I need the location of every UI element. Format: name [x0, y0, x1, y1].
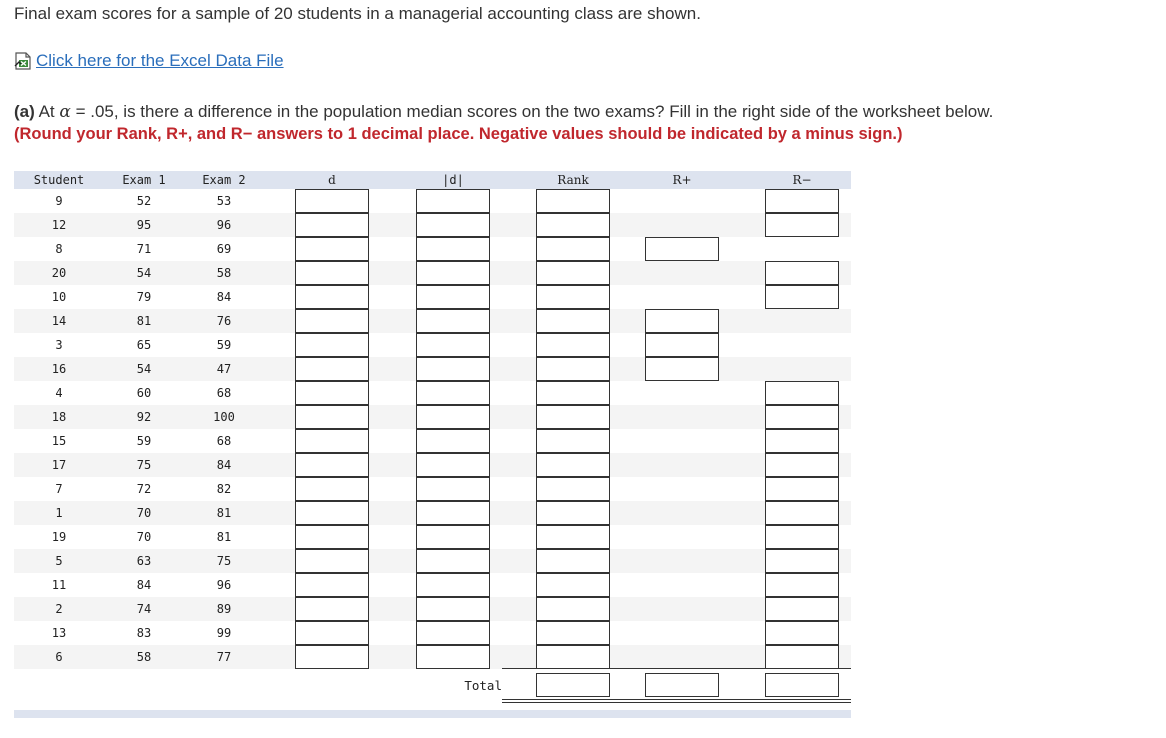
- header-r-plus: R+: [672, 173, 692, 187]
- cell-exam2: 58: [216, 266, 232, 280]
- alpha-symbol: α: [59, 102, 71, 122]
- total-top-rule: [502, 668, 851, 669]
- rank-input[interactable]: [536, 549, 610, 573]
- abs-d-input[interactable]: [416, 357, 490, 381]
- r-minus-input[interactable]: [765, 285, 839, 309]
- d-input[interactable]: [295, 237, 369, 261]
- d-input[interactable]: [295, 357, 369, 381]
- rank-input[interactable]: [536, 405, 610, 429]
- header-rank: Rank: [557, 173, 589, 187]
- cell-exam1: 84: [136, 578, 152, 592]
- cell-exam1: 92: [136, 410, 152, 424]
- rank-input[interactable]: [536, 453, 610, 477]
- cell-exam2: 89: [216, 602, 232, 616]
- cell-exam2: 99: [216, 626, 232, 640]
- abs-d-input[interactable]: [416, 501, 490, 525]
- intro-text: Final exam scores for a sample of 20 students in a managerial accounting class are shown.: [14, 4, 701, 23]
- abs-d-input[interactable]: [416, 621, 490, 645]
- cell-student: 18: [51, 410, 67, 424]
- rank-input[interactable]: [536, 429, 610, 453]
- r-minus-input[interactable]: [765, 213, 839, 237]
- total-label: Total: [464, 678, 502, 693]
- cell-exam1: 71: [136, 242, 152, 256]
- cell-exam1: 70: [136, 530, 152, 544]
- rank-input[interactable]: [536, 621, 610, 645]
- cell-exam2: 53: [216, 194, 232, 208]
- r-minus-input[interactable]: [765, 261, 839, 285]
- table-row: [14, 477, 851, 501]
- table-row: [14, 261, 851, 285]
- d-input[interactable]: [295, 381, 369, 405]
- total-double-rule-2: [502, 702, 851, 703]
- cell-exam2: 84: [216, 458, 232, 472]
- total-double-rule-1: [502, 699, 851, 700]
- d-input[interactable]: [295, 429, 369, 453]
- total-r-plus-input[interactable]: [645, 673, 719, 697]
- abs-d-input[interactable]: [416, 477, 490, 501]
- cell-exam2: 96: [216, 218, 232, 232]
- rank-input[interactable]: [536, 573, 610, 597]
- abs-d-input[interactable]: [416, 453, 490, 477]
- cell-exam1: 54: [136, 266, 152, 280]
- abs-d-input[interactable]: [416, 645, 490, 669]
- r-minus-input[interactable]: [765, 501, 839, 525]
- total-rank-input[interactable]: [536, 673, 610, 697]
- rank-input[interactable]: [536, 357, 610, 381]
- d-input[interactable]: [295, 645, 369, 669]
- rank-input[interactable]: [536, 261, 610, 285]
- rank-input[interactable]: [536, 237, 610, 261]
- cell-exam2: 76: [216, 314, 232, 328]
- abs-d-input[interactable]: [416, 333, 490, 357]
- rank-input[interactable]: [536, 381, 610, 405]
- r-minus-input[interactable]: [765, 189, 839, 213]
- cell-student: 19: [51, 530, 67, 544]
- table-row: [14, 189, 851, 213]
- r-minus-input[interactable]: [765, 405, 839, 429]
- d-input[interactable]: [295, 573, 369, 597]
- cell-student: 12: [51, 218, 67, 232]
- header-d: d: [328, 173, 336, 187]
- worksheet-table: [14, 171, 851, 718]
- table-row: [14, 501, 851, 525]
- cell-exam1: 72: [136, 482, 152, 496]
- r-minus-input[interactable]: [765, 573, 839, 597]
- table-row: [14, 213, 851, 237]
- d-input[interactable]: [295, 405, 369, 429]
- r-minus-input[interactable]: [765, 381, 839, 405]
- cell-student: 15: [51, 434, 67, 448]
- cell-exam1: 65: [136, 338, 152, 352]
- table-row: [14, 285, 851, 309]
- d-input[interactable]: [295, 549, 369, 573]
- table-row: [14, 525, 851, 549]
- question-text: [14, 102, 993, 122]
- abs-d-input[interactable]: [416, 237, 490, 261]
- r-plus-input[interactable]: [645, 333, 719, 357]
- d-input[interactable]: [295, 333, 369, 357]
- excel-link-text[interactable]: Click here for the Excel Data File: [36, 51, 284, 70]
- cell-exam2: 59: [216, 338, 232, 352]
- table-row: [14, 333, 851, 357]
- cell-exam2: 68: [216, 386, 232, 400]
- abs-d-input[interactable]: [416, 285, 490, 309]
- cell-exam1: 95: [136, 218, 152, 232]
- excel-file-icon: [14, 52, 34, 70]
- cell-student: 14: [51, 314, 67, 328]
- abs-d-input[interactable]: [416, 309, 490, 333]
- rank-input[interactable]: [536, 309, 610, 333]
- cell-student: 1: [55, 506, 63, 520]
- d-input[interactable]: [295, 261, 369, 285]
- rank-input[interactable]: [536, 477, 610, 501]
- abs-d-input[interactable]: [416, 213, 490, 237]
- r-minus-input[interactable]: [765, 429, 839, 453]
- table-row: [14, 237, 851, 261]
- cell-exam1: 63: [136, 554, 152, 568]
- r-minus-input[interactable]: [765, 597, 839, 621]
- rank-input[interactable]: [536, 213, 610, 237]
- cell-student: 3: [55, 338, 63, 352]
- cell-exam1: 54: [136, 362, 152, 376]
- cell-exam2: 47: [216, 362, 232, 376]
- total-r-minus-input[interactable]: [765, 673, 839, 697]
- r-minus-input[interactable]: [765, 525, 839, 549]
- r-minus-input[interactable]: [765, 477, 839, 501]
- cell-student: 7: [55, 482, 63, 496]
- cell-student: 13: [51, 626, 67, 640]
- cell-exam2: 77: [216, 650, 232, 664]
- cell-exam1: 74: [136, 602, 152, 616]
- abs-d-input[interactable]: [416, 429, 490, 453]
- header-exam2: Exam 2: [202, 173, 246, 187]
- worksheet-header: [14, 171, 851, 189]
- rank-input[interactable]: [536, 285, 610, 309]
- d-input[interactable]: [295, 189, 369, 213]
- table-row: [14, 357, 851, 381]
- question-part-label: (a): [14, 102, 35, 121]
- cell-exam1: 58: [136, 650, 152, 664]
- table-row: [14, 429, 851, 453]
- d-input[interactable]: [295, 525, 369, 549]
- cell-student: 8: [55, 242, 63, 256]
- worksheet-footer-bar: [14, 710, 851, 718]
- header-r-minus: R−: [792, 173, 812, 187]
- cell-student: 2: [55, 602, 63, 616]
- table-row: [14, 309, 851, 333]
- cell-student: 6: [55, 650, 63, 664]
- rank-input[interactable]: [536, 501, 610, 525]
- header-abs-d: |d|: [442, 173, 464, 187]
- question-prefix: At: [38, 102, 60, 121]
- abs-d-input[interactable]: [416, 261, 490, 285]
- rank-input[interactable]: [536, 645, 610, 669]
- excel-link[interactable]: [14, 51, 284, 71]
- cell-exam1: 52: [136, 194, 152, 208]
- cell-exam1: 70: [136, 506, 152, 520]
- cell-exam2: 100: [213, 410, 235, 424]
- r-plus-input[interactable]: [645, 237, 719, 261]
- r-plus-input[interactable]: [645, 357, 719, 381]
- table-row: [14, 453, 851, 477]
- cell-student: 9: [55, 194, 63, 208]
- abs-d-input[interactable]: [416, 405, 490, 429]
- r-minus-input[interactable]: [765, 549, 839, 573]
- abs-d-input[interactable]: [416, 525, 490, 549]
- r-minus-input[interactable]: [765, 453, 839, 477]
- d-input[interactable]: [295, 213, 369, 237]
- cell-exam2: 75: [216, 554, 232, 568]
- cell-exam2: 84: [216, 290, 232, 304]
- cell-student: 10: [51, 290, 67, 304]
- cell-exam1: 60: [136, 386, 152, 400]
- rank-input[interactable]: [536, 597, 610, 621]
- rank-input[interactable]: [536, 525, 610, 549]
- cell-student: 20: [51, 266, 67, 280]
- cell-student: 11: [51, 578, 67, 592]
- r-minus-input[interactable]: [765, 645, 839, 669]
- table-row: [14, 573, 851, 597]
- cell-student: 17: [51, 458, 67, 472]
- cell-student: 5: [55, 554, 63, 568]
- cell-exam2: 96: [216, 578, 232, 592]
- question-body: = .05, is there a difference in the population median scores on the two exams? Fill in the right side of the worksheet below.: [70, 102, 994, 121]
- rounding-instruction: (Round your Rank, R+, and R− answers to 1 decimal place. Negative values should be indicated by a minus sign.): [14, 125, 903, 143]
- cell-exam1: 81: [136, 314, 152, 328]
- abs-d-input[interactable]: [416, 381, 490, 405]
- table-row: [14, 405, 851, 429]
- cell-exam2: 82: [216, 482, 232, 496]
- table-row: [14, 381, 851, 405]
- cell-student: 16: [51, 362, 67, 376]
- cell-exam1: 83: [136, 626, 152, 640]
- rank-input[interactable]: [536, 189, 610, 213]
- cell-exam1: 75: [136, 458, 152, 472]
- cell-student: 4: [55, 386, 63, 400]
- cell-exam2: 68: [216, 434, 232, 448]
- abs-d-input[interactable]: [416, 597, 490, 621]
- table-row: [14, 597, 851, 621]
- d-input[interactable]: [295, 621, 369, 645]
- d-input[interactable]: [295, 477, 369, 501]
- cell-exam2: 81: [216, 506, 232, 520]
- d-input[interactable]: [295, 501, 369, 525]
- r-plus-input[interactable]: [645, 309, 719, 333]
- abs-d-input[interactable]: [416, 573, 490, 597]
- rank-input[interactable]: [536, 333, 610, 357]
- d-input[interactable]: [295, 453, 369, 477]
- table-row: [14, 549, 851, 573]
- table-row: [14, 645, 851, 669]
- cell-exam1: 59: [136, 434, 152, 448]
- r-minus-input[interactable]: [765, 621, 839, 645]
- d-input[interactable]: [295, 285, 369, 309]
- d-input[interactable]: [295, 309, 369, 333]
- cell-exam2: 81: [216, 530, 232, 544]
- d-input[interactable]: [295, 597, 369, 621]
- cell-exam2: 69: [216, 242, 232, 256]
- table-row: [14, 621, 851, 645]
- abs-d-input[interactable]: [416, 189, 490, 213]
- abs-d-input[interactable]: [416, 549, 490, 573]
- cell-exam1: 79: [136, 290, 152, 304]
- header-student: Student: [33, 173, 85, 187]
- header-exam1: Exam 1: [122, 173, 166, 187]
